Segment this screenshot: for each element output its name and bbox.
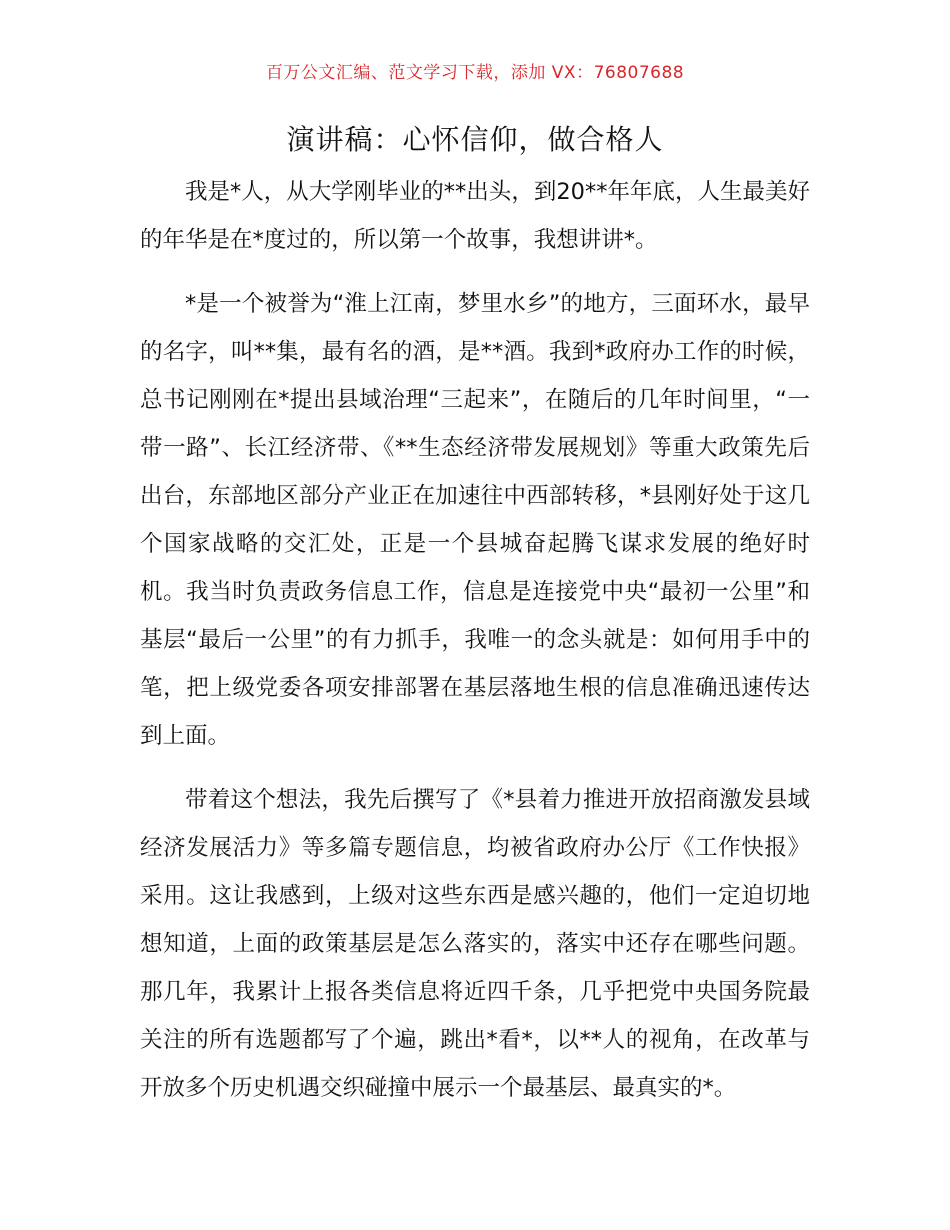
paragraph-1: 我是*人，从大学刚毕业的**出头，到20**年年底，人生最美好的年华是在*度过的，所以第一个故事，我想讲讲*。 (140, 179, 810, 253)
header-watermark: 百万公文汇编、范文学习下载，添加 VX：76807688 (265, 63, 685, 83)
document-title: 演讲稿：心怀信仰，做合格人 (286, 123, 664, 156)
paragraph-2: *是一个被誉为“淮上江南，梦里水乡”的地方，三面环水，最早的名字，叫**集，最有名的酒，是**酒。我到*政府办工作的时候，总书记刚刚在*提出县域治理“三起来”，在随后的几年时间里，“一带一路”、长江经济带、《**生态经济带发展规划》等重大政策先后出台，东部地区部分产业正在加速往中西部转移，*县刚好处于这几个国家战略的交汇处，正是一个县城奋起腾飞谋求发展的绝好时机。我当时负责政务信息工作，信息是连接党中央“最初一公里”和基层“最后一公里”的有力抓手，我唯一的念头就是：如何用手中的笔，把上级党委各项安排部署在基层落地生根的信息准确迅速传达到上面。 (140, 291, 810, 749)
document-body (140, 168, 810, 1128)
paragraph-3: 带着这个想法，我先后撰写了《*县着力推进开放招商激发县域经济发展活力》等多篇专题信息，均被省政府办公厅《工作快报》采用。这让我感到，上级对这些东西是感兴趣的，他们一定迫切地想知道，上面的政策基层是怎么落实的，落实中还存在哪些问题。那几年，我累计上报各类信息将近四千条，几乎把党中央国务院最关注的所有选题都写了个遍，跳出*看*，以**人的视角，在改革与开放多个历史机遇交织碰撞中展示一个最基层、最真实的*。 (140, 787, 810, 1101)
